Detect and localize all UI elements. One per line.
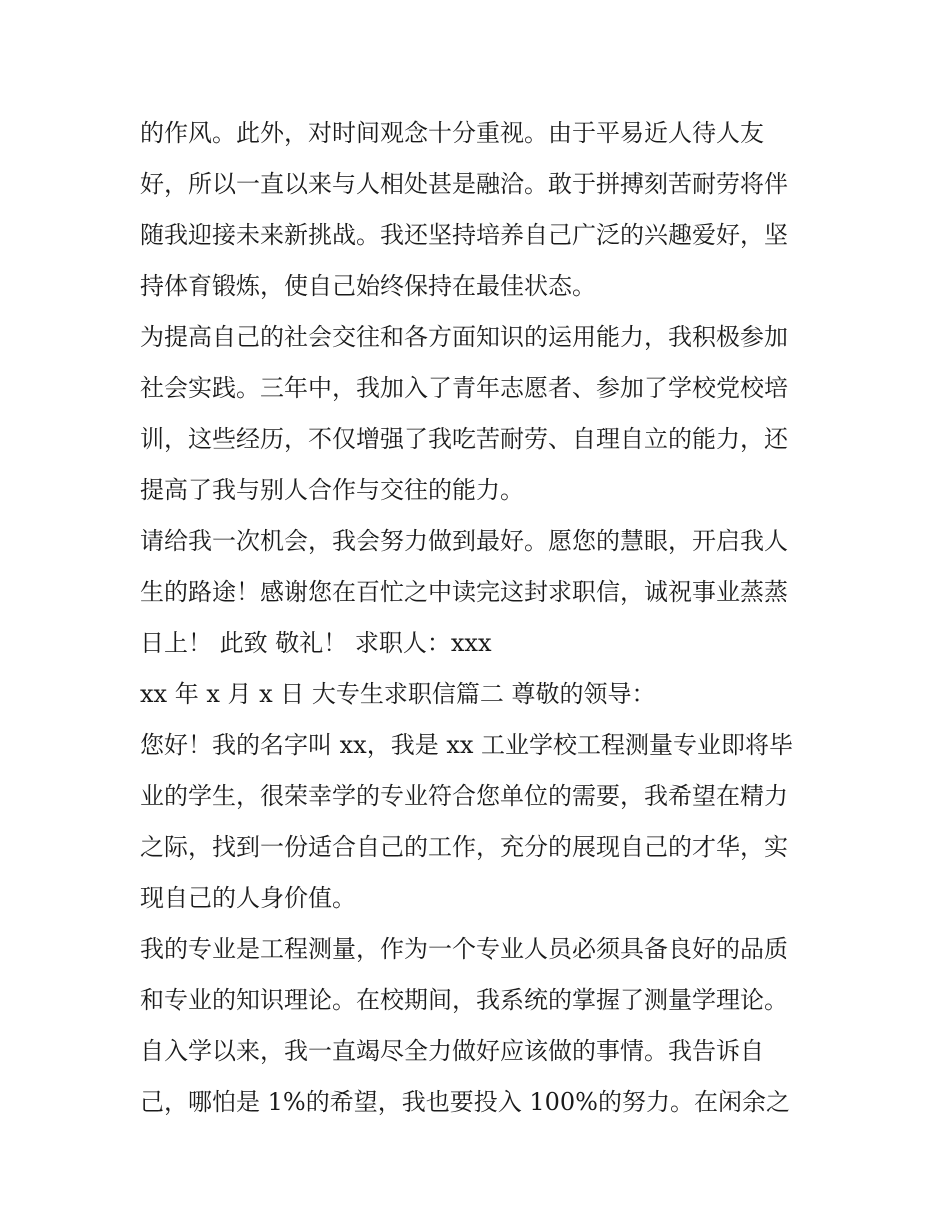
text-line: 的作风。此外，对时间观念十分重视。由于平易近人待人友 xyxy=(140,119,764,147)
text-line: 业的学生，很荣幸学的专业符合您单位的需要，我希望在精力 xyxy=(140,782,788,810)
text-line: 我的专业是工程测量，作为一个专业人员必须具备良好的品质 xyxy=(140,935,788,963)
text-line: 训，这些经历，不仅增强了我吃苦耐劳、自理自立的能力，还 xyxy=(140,425,788,453)
text-line: 和专业的知识理论。在校期间，我系统的掌握了测量学理论。 xyxy=(140,986,788,1014)
text-line: 为提高自己的社会交往和各方面知识的运用能力，我积极参加 xyxy=(140,323,788,351)
text-line: xx 年 x 月 x 日 大专生求职信篇二 尊敬的领导： xyxy=(140,680,656,708)
letter-body xyxy=(140,108,820,1128)
text-line: 之际，找到一份适合自己的工作，充分的展现自己的才华，实 xyxy=(140,833,788,861)
text-line: 现自己的人身价值。 xyxy=(140,884,356,912)
text-line: 自入学以来，我一直竭尽全力做好应该做的事情。我告诉自 xyxy=(140,1037,764,1065)
text-line: 己，哪怕是 1%的希望，我也要投入 100%的努力。在闲余之 xyxy=(140,1088,790,1116)
text-line: 生的路途！感谢您在百忙之中读完这封求职信，诚祝事业蒸蒸 xyxy=(140,578,788,606)
text-line: 您好！我的名字叫 xx，我是 xx 工业学校工程测量专业即将毕 xyxy=(140,731,794,759)
text-line: 请给我一次机会，我会努力做到最好。愿您的慧眼，开启我人 xyxy=(140,527,788,555)
text-line: 好，所以一直以来与人相处甚是融洽。敢于拼搏刻苦耐劳将伴 xyxy=(140,170,788,198)
text-line: 日上！ 此致 敬礼！ 求职人：xxx xyxy=(140,629,492,657)
text-line: 社会实践。三年中，我加入了青年志愿者、参加了学校党校培 xyxy=(140,374,788,402)
text-line: 持体育锻炼，使自己始终保持在最佳状态。 xyxy=(140,272,596,300)
text-line: 随我迎接未来新挑战。我还坚持培养自己广泛的兴趣爱好，坚 xyxy=(140,221,788,249)
text-line: 提高了我与别人合作与交往的能力。 xyxy=(140,476,524,504)
